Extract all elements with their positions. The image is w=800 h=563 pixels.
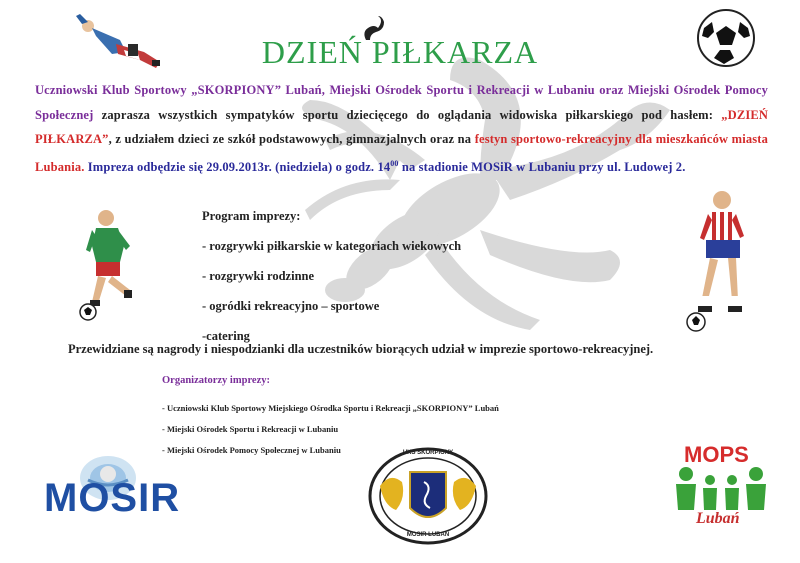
program-section: [202, 201, 461, 351]
page-title: DZIEŃ PIŁKARZA: [261, 34, 539, 70]
program-item: - ogródki rekreacyjno – sportowe: [202, 299, 380, 313]
mosir-logo-text: MOSIR: [44, 476, 181, 520]
footballer-right-icon: [682, 188, 752, 334]
crest-top-text: UKS SKORPIONY: [402, 450, 454, 456]
intro-event-name: „DZIEŃ PIŁKARZA”: [35, 107, 768, 146]
mops-logo: [672, 440, 772, 530]
mops-city-text: Lubań: [696, 510, 740, 527]
program-item: - rozgrywki piłkarskie w kategoriach wiekowych: [202, 239, 462, 253]
intro-paragraph: [35, 78, 768, 179]
organizers-heading: Organizatorzy imprezy:: [162, 375, 270, 386]
organizer-item: - Miejski Ośrodek Sportu i Rekreacji w Lubaniu: [162, 424, 339, 434]
skorpiony-crest-icon: [366, 446, 490, 546]
program-item: -catering: [202, 329, 250, 343]
intro-date-text: Impreza odbędzie się 29.09.2013r. (niedziela) o godz. 14: [84, 159, 391, 174]
footballer-left-icon: [78, 206, 140, 322]
program-item: - rozgrywki rodzinne: [202, 269, 315, 283]
crest-bottom-text: MOSIR LUBAŃ: [406, 532, 450, 538]
intro-invitation-text: zaprasza wszystkich sympatyków sportu dziecięcego do oglądania widowiska piłkarskiego pod hasłem:: [93, 107, 722, 122]
organizer-item: - Miejski Ośrodek Pomocy Społecznej w Lubaniu: [162, 445, 341, 455]
intro-organizers-text: Uczniowski Klub Sportowy „SKORPIONY” Lubań, Miejski Ośrodek Sportu i Rekreacji w Lubaniu oraz Miejski Ośrodek Pomocy Społecznej: [35, 83, 768, 122]
family-icon: [672, 464, 772, 510]
mops-logo-text: MOPS: [684, 442, 749, 467]
prizes-text: Przewidziane są nagrody i niespodzianki dla uczestników biorących udział w imprezie sportowo-rekreacyjnej.: [68, 342, 654, 356]
intro-participants-text: , z udziałem dzieci ze szkół podstawowych, gimnazjalnych oraz na: [108, 132, 475, 146]
mosir-logo: [44, 450, 194, 522]
program-heading: Program imprezy:: [202, 209, 301, 223]
intro-time-minutes: 00: [390, 158, 399, 168]
soccer-ball-icon: [696, 8, 756, 68]
organizer-item: - Uczniowski Klub Sportowy Miejskiego Ośrodka Sportu i Rekreacji „SKORPIONY” Lubań: [162, 403, 499, 413]
intro-location-text: na stadionie MOSiR w Lubaniu przy ul. Ludowej 2.: [398, 159, 686, 174]
intro-festival-text: festyn sportowo-rekreacyjny dla mieszkańców miasta Lubania.: [35, 132, 768, 174]
